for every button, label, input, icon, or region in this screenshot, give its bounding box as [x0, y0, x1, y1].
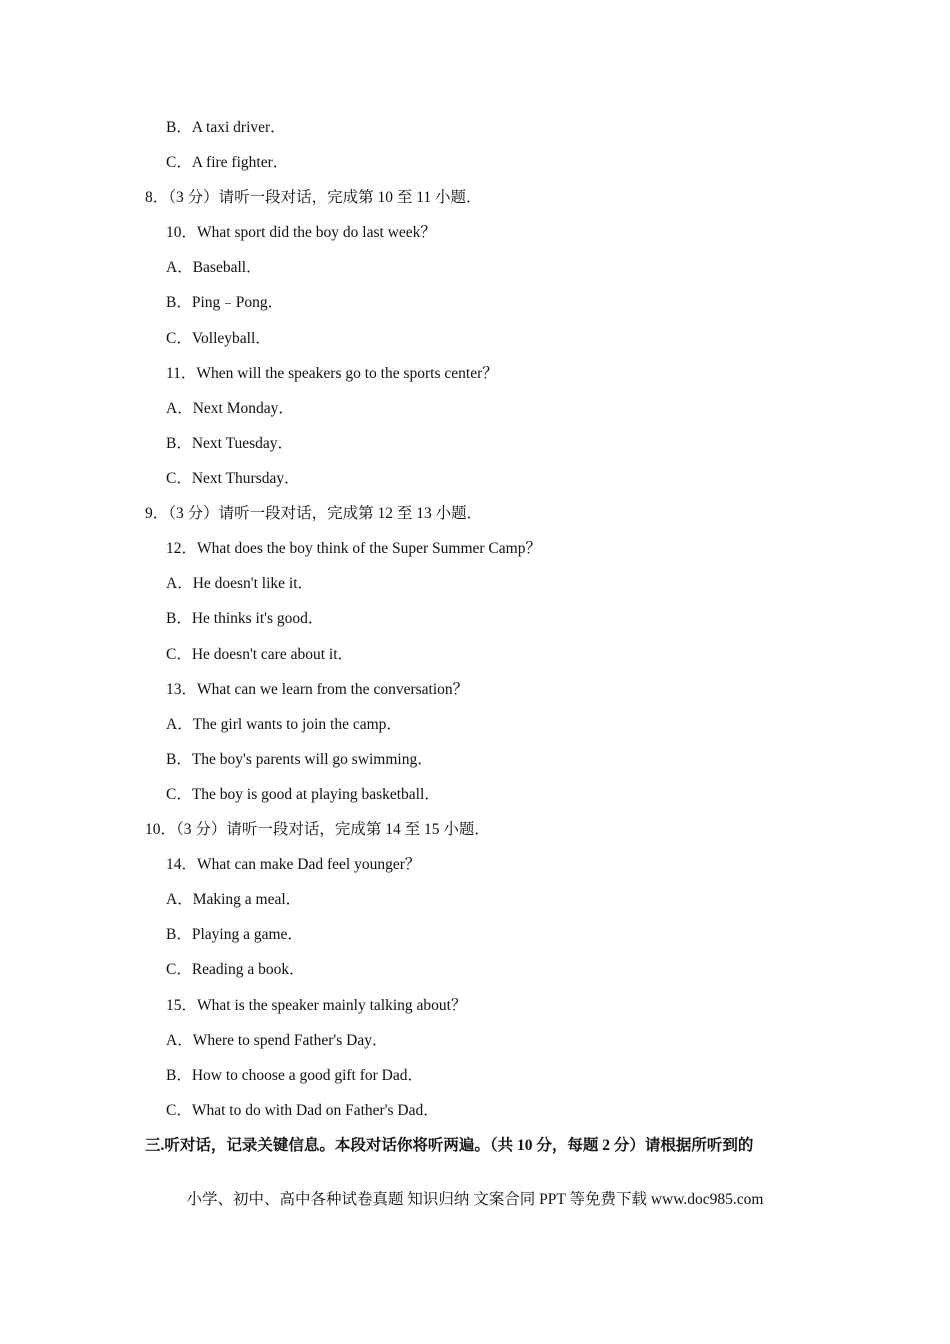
- option-b-q12: B．He thinks it's good．: [166, 610, 324, 627]
- option-c-q9: C．A fire fighter．: [166, 154, 289, 171]
- option-c-q14: C．Reading a book．: [166, 961, 305, 978]
- section-question-9: 9．（3 分）请听一段对话，完成第 12 至 13 小题．: [145, 505, 483, 522]
- option-b-q14: B．Playing a game．: [166, 926, 303, 943]
- option-a-q11: A．Next Monday．: [166, 400, 294, 417]
- option-b-q11: B．Next Tuesday．: [166, 435, 294, 452]
- option-b-q15: B．How to choose a good gift for Dad．: [166, 1067, 423, 1084]
- option-a-q12: A．He doesn't like it．: [166, 575, 314, 592]
- option-b-q9: B．A taxi driver．: [166, 119, 286, 136]
- question-13: 13．What can we learn from the conversation？: [166, 681, 469, 698]
- option-c-q11: C．Next Thursday．: [166, 470, 300, 487]
- option-c-q12: C．He doesn't care about it．: [166, 646, 354, 663]
- option-b-q10: B．Ping﹣Pong．: [166, 294, 284, 311]
- question-14: 14．What can make Dad feel younger？: [166, 856, 421, 873]
- question-15: 15．What is the speaker mainly talking about？: [166, 997, 467, 1014]
- question-12: 12．What does the boy think of the Super Summer Camp？: [166, 540, 541, 557]
- option-c-q10: C．Volleyball．: [166, 330, 271, 347]
- option-a-q15: A．Where to spend Father's Day．: [166, 1032, 388, 1049]
- question-10: 10．What sport did the boy do last week？: [166, 224, 436, 241]
- option-a-q14: A．Making a meal．: [166, 891, 302, 908]
- question-11: 11．When will the speakers go to the sports center？: [166, 365, 498, 382]
- section-question-8: 8．（3 分）请听一段对话，完成第 10 至 11 小题．: [145, 189, 482, 206]
- option-a-q10: A．Baseball．: [166, 259, 262, 276]
- option-c-q13: C．The boy is good at playing basketball．: [166, 786, 440, 803]
- option-a-q13: A．The girl wants to join the camp．: [166, 716, 402, 733]
- page-footer: 小学、初中、高中各种试卷真题 知识归纳 文案合同 PPT 等免费下载 www.doc985.com: [186, 1191, 764, 1208]
- option-c-q15: C．What to do with Dad on Father's Dad．: [166, 1102, 439, 1119]
- option-b-q13: B．The boy's parents will go swimming．: [166, 751, 433, 768]
- section-question-10: 10．（3 分）请听一段对话，完成第 14 至 15 小题．: [145, 821, 490, 838]
- section-three-heading: 三.听对话，记录关键信息。本段对话你将听两遍。（共 10 分，每题 2 分）请根据所听到的: [145, 1137, 754, 1154]
